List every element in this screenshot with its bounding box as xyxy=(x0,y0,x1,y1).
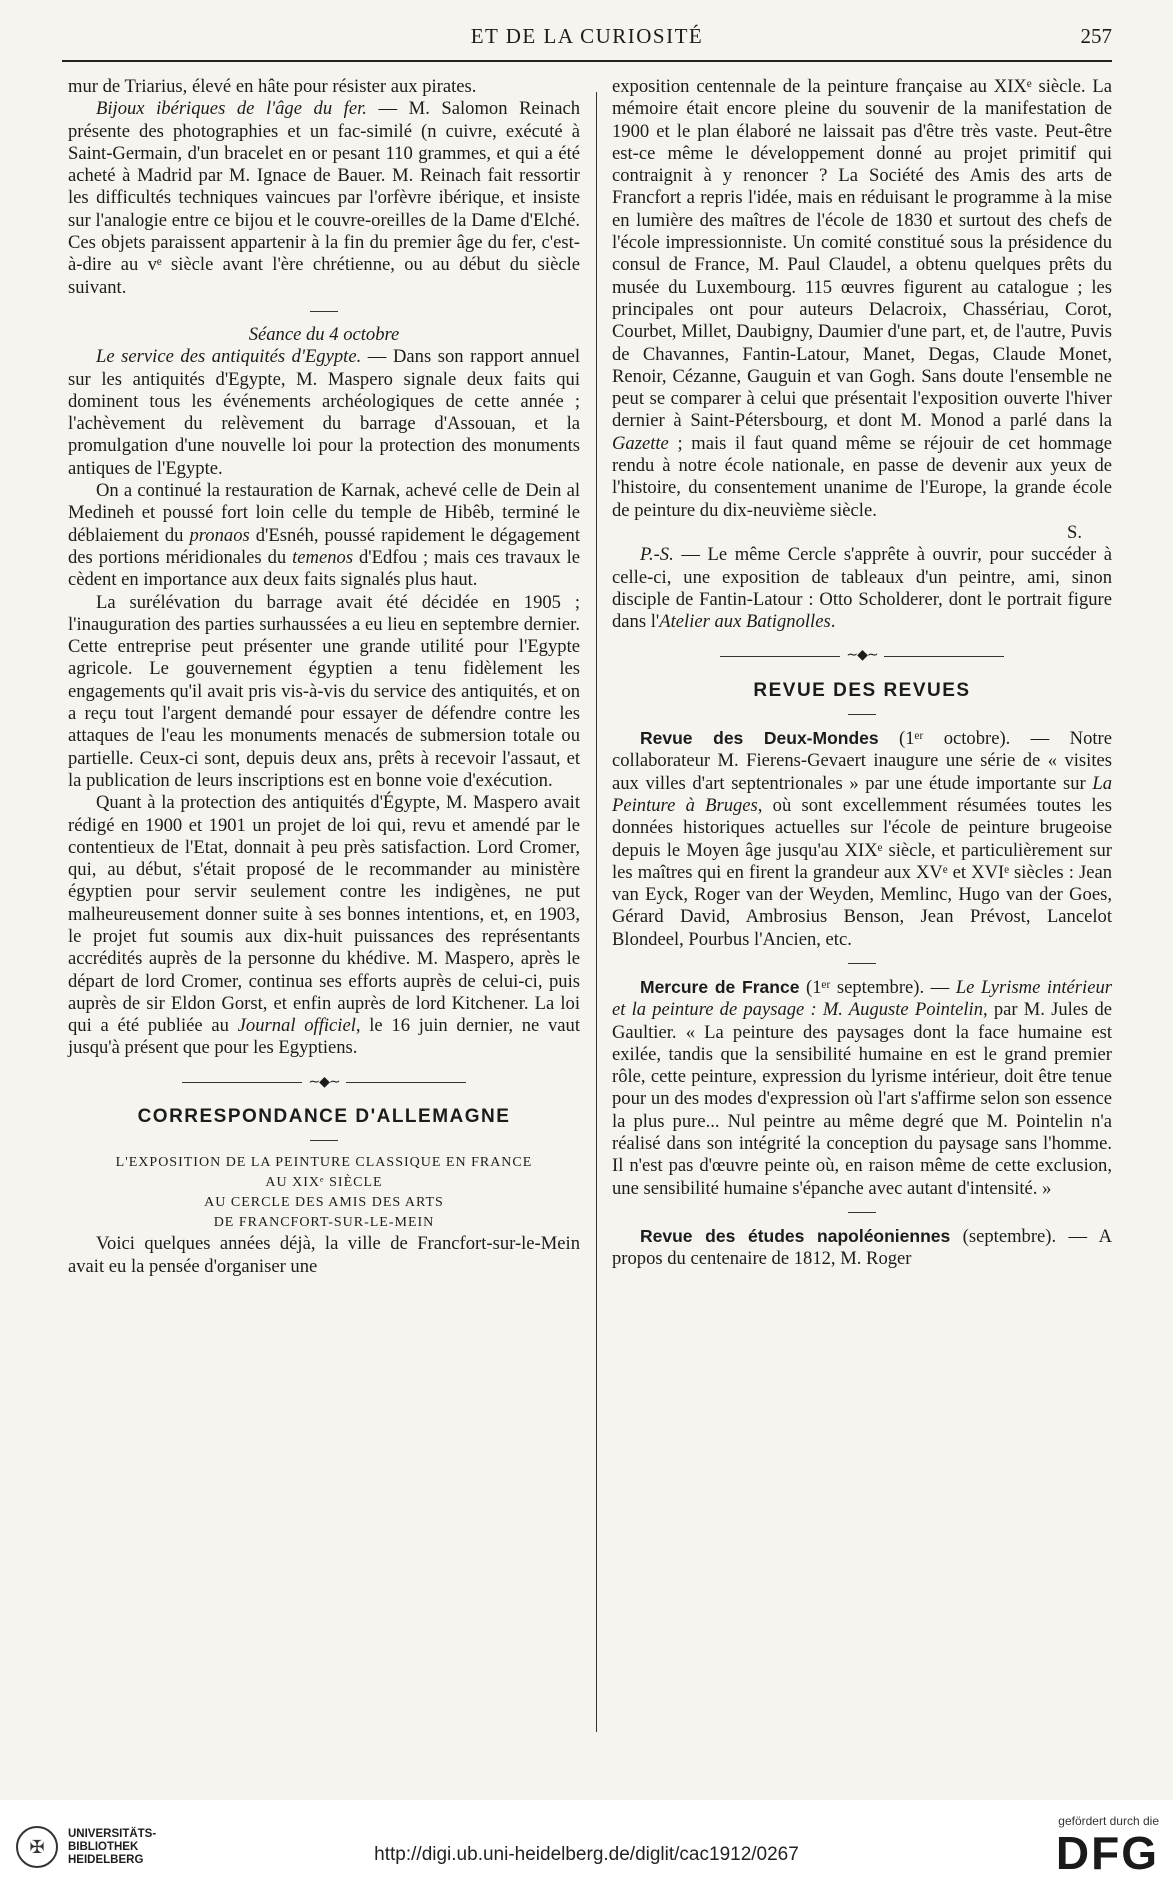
column-divider xyxy=(596,92,597,1732)
separator-rule xyxy=(848,714,876,715)
library-name-line: UNIVERSITÄTS- xyxy=(68,1827,157,1840)
left-column xyxy=(68,76,580,1278)
separator-rule xyxy=(848,963,876,964)
running-title: ET DE LA CURIOSITÉ xyxy=(470,24,704,48)
section-title-correspondance: CORRESPONDANCE D'ALLEMAGNE xyxy=(137,1106,511,1128)
library-name-line: HEIDELBERG xyxy=(68,1853,144,1866)
item-title: Le service des antiquités d'Egypte. xyxy=(96,346,362,368)
separator-rule xyxy=(310,1140,338,1141)
library-name-line: BIBLIOTHEK xyxy=(68,1840,139,1853)
paragraph: mur de Triarius, élevé en hâte pour résister aux pirates. xyxy=(68,76,477,97)
separator-rule xyxy=(848,1212,876,1213)
review-entry: Mercure de France (1ᵉʳ septembre). — Le Lyrisme intérieur et la peinture de paysage : M. Auguste Pointelin, par M. Jules de Gaultier. « La peinture des paysages dont la face humaine est exilée, tandis que la sensibilité humaine en est le grand premier rôle, cette peinture, expression du lyrisme intérieur, doit être tenue pour un des modes d'expression où l'art s'affirme selon son essence la plus pure... Nul peintre au même degré que M. Pointelin n'a réalisé dans son intégrité la conception du paysage sans l'homme. Il n'est pas d'œuvre peinte où, en raison même de cette exclusion, une sensibilité humaine s'épanche avec autant d'intensité. » xyxy=(612,976,1113,1199)
funded-by-label: gefördert durch die xyxy=(1058,1814,1159,1828)
subheading-line: L'EXPOSITION DE LA PEINTURE CLASSIQUE EN FRANCE xyxy=(115,1155,533,1171)
subheading-line: AU CERCLE DES AMIS DES ARTS xyxy=(204,1195,444,1211)
subheading-line: AU XIXᵉ SIÈCLE xyxy=(265,1175,383,1191)
item-title: Bijoux ibériques de l'âge du fer. xyxy=(96,98,367,120)
funding-logo[interactable] xyxy=(1056,1814,1159,1878)
paragraph: Quant à la protection des antiquités d'Égypte, M. Maspero avait rédigé en 1900 et 1901 un projet de loi qui, revu et amendé par le contentieux de l'Etat, donnait à peu près satisfaction. Lord Cromer, qui, au début, s'était proposé de le recommander au ministère égyptien pour servir seulement contre les indigènes, ne put malheureusement donner suite à ses bonnes intentions, et, en 1903, le projet fut soumis aux dix-huit puissances des représentants accrédités auprès de la personne du khédive. M. Maspero, après le départ de lord Cromer, continua ses efforts auprès de celui-ci, puis auprès de sir Eldon Gorst, et enfin auprès de lord Kitchener. La loi qui a été publiée au Journal officiel, le 16 juin dernier, ne vaut jusqu'à présent que pour les Egyptiens. xyxy=(68,792,580,1059)
paragraph: Voici quelques années déjà, la ville de Francfort-sur-le-Mein avait eu la pensée d'organiser une xyxy=(68,1233,580,1277)
subheading-line: DE FRANCFORT-SUR-LE-MEIN xyxy=(213,1215,435,1231)
postscript: P.-S. — Le même Cercle s'apprête à ouvrir, pour succéder à celle-ci, une exposition de tableaux d'un peintre, ami, sinon disciple de Fantin-Latour : Otto Scholderer, dont le portrait figure dans l'Atelier aux Batignolles. xyxy=(612,544,1112,633)
page-header xyxy=(62,24,1112,60)
session-heading: Séance du 4 octobre xyxy=(248,323,400,345)
ornament-divider: ∼◆∼ xyxy=(68,1072,580,1094)
right-column xyxy=(612,76,1112,1271)
paragraph: Le service des antiquités d'Egypte. — Dans son rapport annuel sur les antiquités d'Egypte, M. Maspero signale deux faits qui dominent tous les événements archéologiques de cette année ; l'achèvement du relèvement du barrage d'Assouan, et la promulgation d'une nouvelle loi pour la protection des monuments antiques de l'Egypte. xyxy=(68,346,580,479)
paragraph: Bijoux ibériques de l'âge du fer. — M. Salomon Reinach présente des photographies et un fac-similé (n cuivre, exécuté à Saint-Germain, d'un bracelet en or pesant 110 grammes, et qui a été acheté à Madrid par M. Ignace de Bauer. M. Reinach fait ressortir les difficultés techniques vaincues par l'orfèvre ibérique, et insiste sur l'analogie entre ce bijou et le couvre-oreilles de la Dame d'Elché. Ces objets paraissent appartenir à la fin du premier âge du fer, c'est-à-dire au vᵉ siècle avant l'ère chrétienne, ou au début du siècle suivant. xyxy=(68,98,580,298)
paragraph: La surélévation du barrage avait été décidée en 1905 ; l'inauguration des parties surhaussées a eu lieu en septembre dernier. Cette entreprise peut présenter une grande utilité pour l'Egypte agricole. Le gouvernement égyptien a tenu fidèlement les engagements qu'il avait pris vis-à-vis du service des antiquités, et on a reçu tout l'argent demandé pour essayer de défendre contre les attaques de l'eau les monuments menacés de submersion totale ou partielle. Ceux-ci sont, depuis deux ans, prêts à recevoir l'assaut, et la publication de leurs inscriptions est en bonne voie d'exécution. xyxy=(68,591,580,791)
review-entry: Revue des études napoléoniennes (septembre). — A propos du centenaire de 1812, M. Roger xyxy=(612,1225,1112,1270)
header-rule xyxy=(62,60,1112,62)
paragraph: On a continué la restauration de Karnak, achevé celle de Dein al Medineh et poussé fort loin celle du temple de Hibêb, terminé le déblaiement du pronaos d'Esnéh, poussé rapidement le dégagement des portions méridionales du temenos d'Edfou ; mais ces travaux le cèdent en importance aux deux faits signalés plus haut. xyxy=(68,480,580,591)
digitization-footer xyxy=(0,1800,1173,1888)
review-entry: Revue des Deux-Mondes (1ᵉʳ octobre). — Notre collaborateur M. Fierens-Gevaert inaugure une série de « visites aux villes d'art septentrionales » par une étude importante sur La Peinture à Bruges, où sont excellemment résumées toutes les données historiques actuelles sur l'école de peinture brugeoise depuis le Moyen âge jusqu'au XIXᵉ siècle, et particulièrement sur les maîtres qui en firent la grandeur aux XVᵉ et XVIᵉ siècles : Jean van Eyck, Roger van der Weyden, Memlinc, Hugo van der Goes, Gérard David, Ambrosius Benson, Jean Prévost, Lancelot Blondeel, Pourbus l'Ancien, etc. xyxy=(612,728,1112,950)
dfg-logo-text: DFG xyxy=(1055,1827,1159,1879)
ornament-divider: ∼◆∼ xyxy=(612,645,1112,667)
section-title-revue: REVUE DES REVUES xyxy=(753,679,971,701)
source-url-link[interactable]: http://digi.ub.uni-heidelberg.de/diglit/cac1912/0267 xyxy=(374,1844,799,1865)
signature: S. xyxy=(1067,521,1082,543)
separator-rule xyxy=(310,311,338,312)
university-seal-icon: ✠ xyxy=(16,1826,58,1868)
page-number: 257 xyxy=(1080,24,1112,48)
paragraph: exposition centennale de la peinture française au XIXᵉ siècle. La mémoire était encore pleine du souvenir de la manifestation de 1900 et le plan élaboré ne laissait pas d'être très vaste. Peut-être est-ce même le développement donné au projet primitif qui contraignit à y renoncer ? La Société des Amis des arts de Francfort a repris l'idée, mais en réduisant le programme à la mise en lumière des maîtres de l'école de 1830 et surtout des chefs de l'école impressionniste. Un comité constitué sous la présidence du consul de France, M. Paul Claudel, a obtenu quelques prêts du musée du Luxembourg. 115 œuvres figurent au catalogue ; les principales ont pour auteurs Delacroix, Chassériau, Corot, Courbet, Millet, Daubigny, Daumier d'une part, et, de l'autre, Puvis de Chavannes, Fantin-Latour, Manet, Degas, Claude Monet, Renoir, Cézanne, Gauguin et van Gogh. Sans doute l'ensemble ne peut se comparer à celui que présentait l'exposition ouverte l'hiver dernier à Saint-Pétersbourg, et dont M. Monod a parlé dans la Gazette ; mais il faut quand même se réjouir de cet hommage rendu à notre école nationale, en passe de devenir aux yeux de l'histoire, du consentement unanime de l'Europe, la grande école de peinture du dix-neuvième siècle. xyxy=(612,76,1112,521)
